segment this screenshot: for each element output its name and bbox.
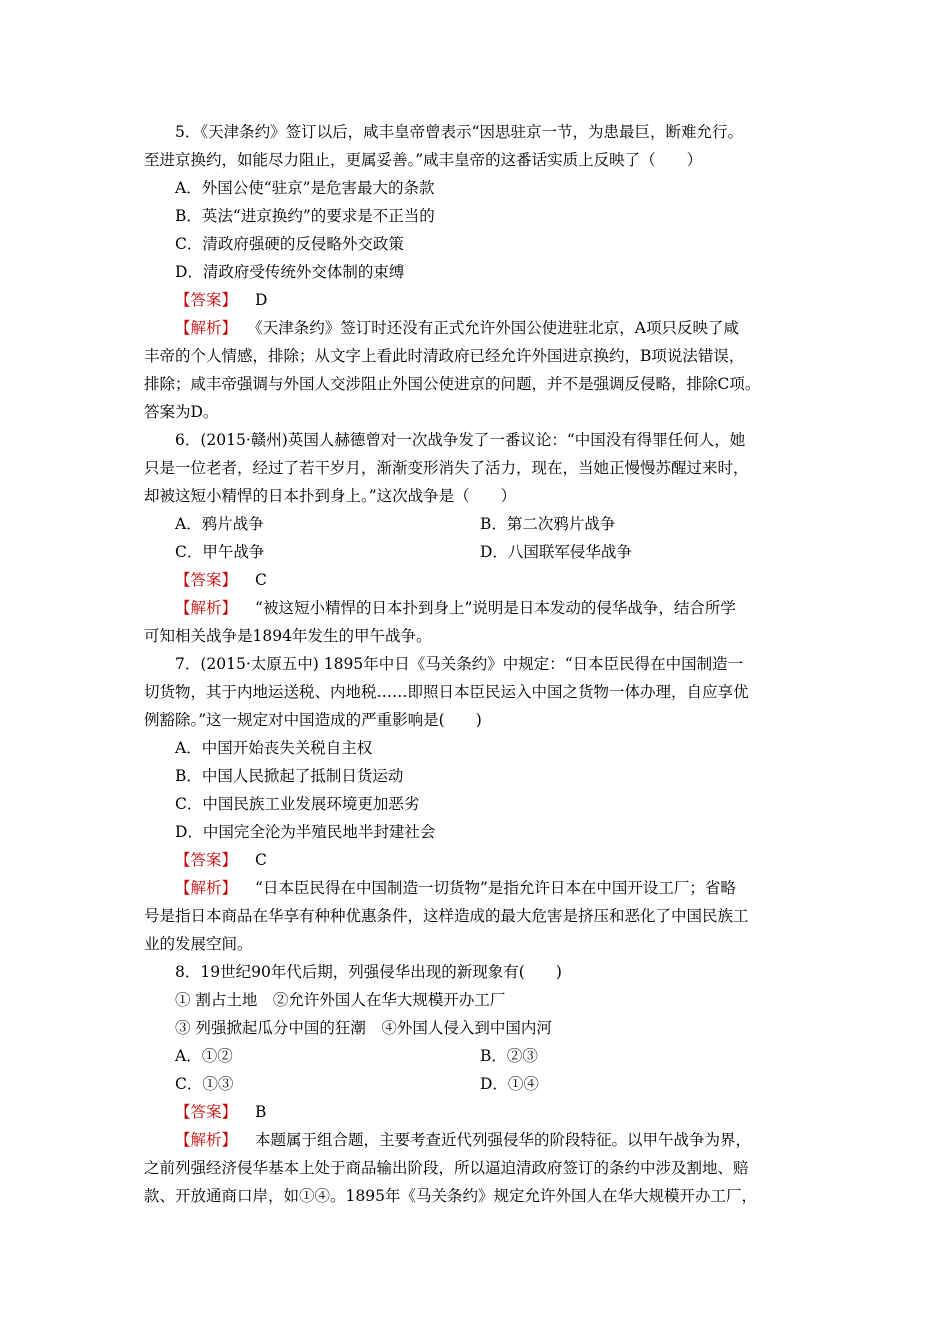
option-a: A．①② <box>175 1047 233 1065</box>
analysis-line: 号是指日本商品在华享有种种优惠条件，这样造成的最大危害是挤压和恶化了中国民族工 <box>144 907 749 925</box>
statement-line: ③ 列强掀起瓜分中国的狂潮 ④外国人侵入到中国内河 <box>175 1019 552 1037</box>
analysis-line: 丰帝的个人情感，排除；从文字上看此时清政府已经允许外国进京换约，B项说法错误， <box>144 347 745 365</box>
answer-value: C <box>255 851 267 869</box>
analysis-line <box>144 1126 810 1154</box>
analysis-line: 业的发展空间。 <box>144 935 253 953</box>
option-b: B．中国人民掀起了抵制日货运动 <box>175 767 404 785</box>
question-stem-line: 6．(2015·赣州)英国人赫德曾对一次战争发了一番议论：“中国没有得罪任何人，她 <box>175 431 746 449</box>
answer-value: D <box>255 291 268 309</box>
option-d: D．八国联军侵华战争 <box>480 543 632 561</box>
question-7 <box>144 650 810 958</box>
analysis-text: 本题属于组合题，主要考查近代列强侵华的阶段特征。以甲午战争为界， <box>255 1131 752 1149</box>
analysis-line: 款、开放通商口岸，如①④。1895年《马关条约》规定允许外国人在华大规模开办工厂， <box>144 1187 757 1205</box>
answer-line <box>144 1098 810 1126</box>
analysis-text: “被这短小精悍的日本扑到身上”说明是日本发动的侵华战争，结合所学 <box>255 599 736 617</box>
analysis-line: 之前列强经济侵华基本上处于商品输出阶段，所以逼迫清政府签订的条约中涉及割地、赔 <box>144 1159 749 1177</box>
analysis-tag: 【解析】 <box>175 1131 238 1149</box>
answer-line <box>144 846 810 874</box>
analysis-text: “日本臣民得在中国制造一切货物”是指允许日本在中国开设工厂；省略 <box>255 879 736 897</box>
answer-tag: 【答案】 <box>175 1103 238 1121</box>
question-stem-line: 例豁除。”这一规定对中国造成的严重影响是( ) <box>144 711 482 729</box>
question-stem-line: 切货物，其于内地运送税、内地税……即照日本臣民运入中国之货物一体办理，自应享优 <box>144 683 749 701</box>
option-b: B．②③ <box>480 1047 538 1065</box>
answer-line <box>144 286 810 314</box>
question-stem-line: 5．《天津条约》签订以后，咸丰皇帝曾表示“因思驻京一节，为患最巨，断难允行。 <box>175 123 744 141</box>
analysis-tag: 【解析】 <box>175 319 238 337</box>
option-b: B．第二次鸦片战争 <box>480 515 616 533</box>
option-a: A．外国公使“驻京”是危害最大的条款 <box>175 179 435 197</box>
analysis-line: 答案为D。 <box>144 403 219 421</box>
analysis-line <box>144 314 810 342</box>
answer-tag: 【答案】 <box>175 851 238 869</box>
analysis-tag: 【解析】 <box>175 599 238 617</box>
option-row <box>144 1042 810 1070</box>
option-d: D．中国完全沦为半殖民地半封建社会 <box>175 823 436 841</box>
option-row <box>144 510 810 538</box>
answer-tag: 【答案】 <box>175 291 238 309</box>
question-stem-line: 只是一位老者，经过了若干岁月，渐渐变形消失了活力，现在，当她正慢慢苏醒过来时， <box>144 459 749 477</box>
answer-value: B <box>255 1103 267 1121</box>
option-row <box>144 538 810 566</box>
option-c: C．甲午战争 <box>175 543 265 561</box>
question-stem-line: 至进京换约，如能尽力阻止，更属妥善。”咸丰皇帝的这番话实质上反映了（ ） <box>144 151 703 169</box>
analysis-line <box>144 874 810 902</box>
option-c: C．清政府强硬的反侵略外交政策 <box>175 235 404 253</box>
question-stem-line: 8．19世纪90年代后期，列强侵华出现的新现象有( ) <box>175 963 562 981</box>
answer-line <box>144 566 810 594</box>
analysis-tag: 【解析】 <box>175 879 238 897</box>
analysis-text: 《天津条约》签订时还没有正式允许外国公使进驻北京，A项只反映了咸 <box>255 319 739 337</box>
answer-value: C <box>255 571 267 589</box>
option-c: C．①③ <box>175 1075 234 1093</box>
statement-line: ① 割占土地 ②允许外国人在华大规模开办工厂 <box>175 991 506 1009</box>
analysis-line <box>144 594 810 622</box>
option-d: D．清政府受传统外交体制的束缚 <box>175 263 405 281</box>
analysis-line: 可知相关战争是1894年发生的甲午战争。 <box>144 627 432 645</box>
option-a: A．中国开始丧失关税自主权 <box>175 739 373 757</box>
option-d: D．①④ <box>480 1075 539 1093</box>
question-6 <box>144 426 810 650</box>
question-8 <box>144 958 810 1210</box>
answer-tag: 【答案】 <box>175 571 238 589</box>
option-c: C．中国民族工业发展环境更加恶劣 <box>175 795 420 813</box>
option-b: B．英法“进京换约”的要求是不正当的 <box>175 207 435 225</box>
question-stem-line: 7．(2015·太原五中) 1895年中日《马关条约》中规定：“日本臣民得在中国制造一 <box>175 655 744 673</box>
analysis-line: 排除；咸丰帝强调与外国人交涉阻止外国公使进京的问题，并不是强调反侵略，排除C项。 <box>144 375 761 393</box>
option-a: A．鸦片战争 <box>175 515 264 533</box>
question-stem-line: 却被这短小精悍的日本扑到身上。”这次战争是（ ） <box>144 487 517 505</box>
option-row <box>144 1070 810 1098</box>
question-5 <box>144 118 810 426</box>
document-content <box>144 118 810 1210</box>
